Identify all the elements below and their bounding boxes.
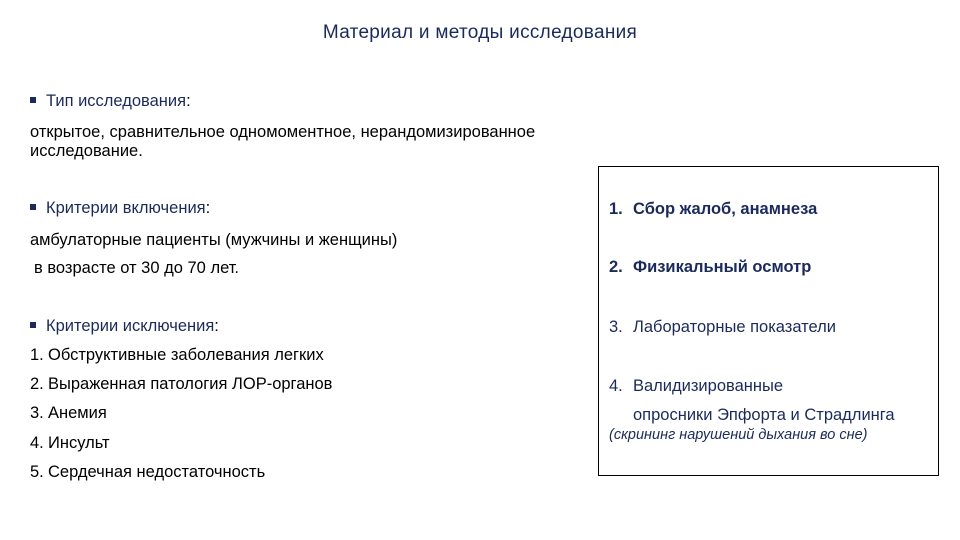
exclusion-item: 1. Обструктивные заболевания легких [30, 346, 324, 364]
inclusion-text-line2: в возрасте от 30 до 70 лет. [34, 259, 240, 277]
method-item-4-line2: опросники Эпфорта и Страдлинга [633, 406, 895, 424]
section-inclusion-heading: Критерии включения: [30, 199, 210, 218]
method-item-4-note: (скрининг нарушений дыхания во сне) [609, 427, 868, 443]
study-type-text-line1: открытое, сравнительное одномоментное, нерандомизированное [30, 123, 536, 141]
method-item: 2. Физикальный осмотр [609, 258, 812, 276]
section-study-type-heading: Тип исследования: [30, 92, 191, 111]
exclusion-item: 5. Сердечная недостаточность [30, 463, 266, 481]
page-title: Материал и методы исследования [322, 22, 638, 43]
method-item: 1. Сбор жалоб, анамнеза [609, 200, 818, 218]
study-type-text-line2: исследование. [30, 142, 143, 160]
method-item: 4. Валидизированные [609, 377, 784, 395]
exclusion-item: 2. Выраженная патология ЛОР-органов [30, 375, 333, 393]
bullet-icon [30, 97, 36, 103]
section-exclusion-heading: Критерии исключения: [30, 317, 219, 336]
inclusion-text-line1: амбулаторные пациенты (мужчины и женщины) [30, 231, 398, 249]
bullet-icon [30, 204, 36, 210]
exclusion-item: 3. Анемия [30, 404, 107, 422]
bullet-icon [30, 322, 36, 328]
method-item: 3. Лабораторные показатели [609, 318, 836, 336]
exclusion-item: 4. Инсульт [30, 434, 110, 452]
